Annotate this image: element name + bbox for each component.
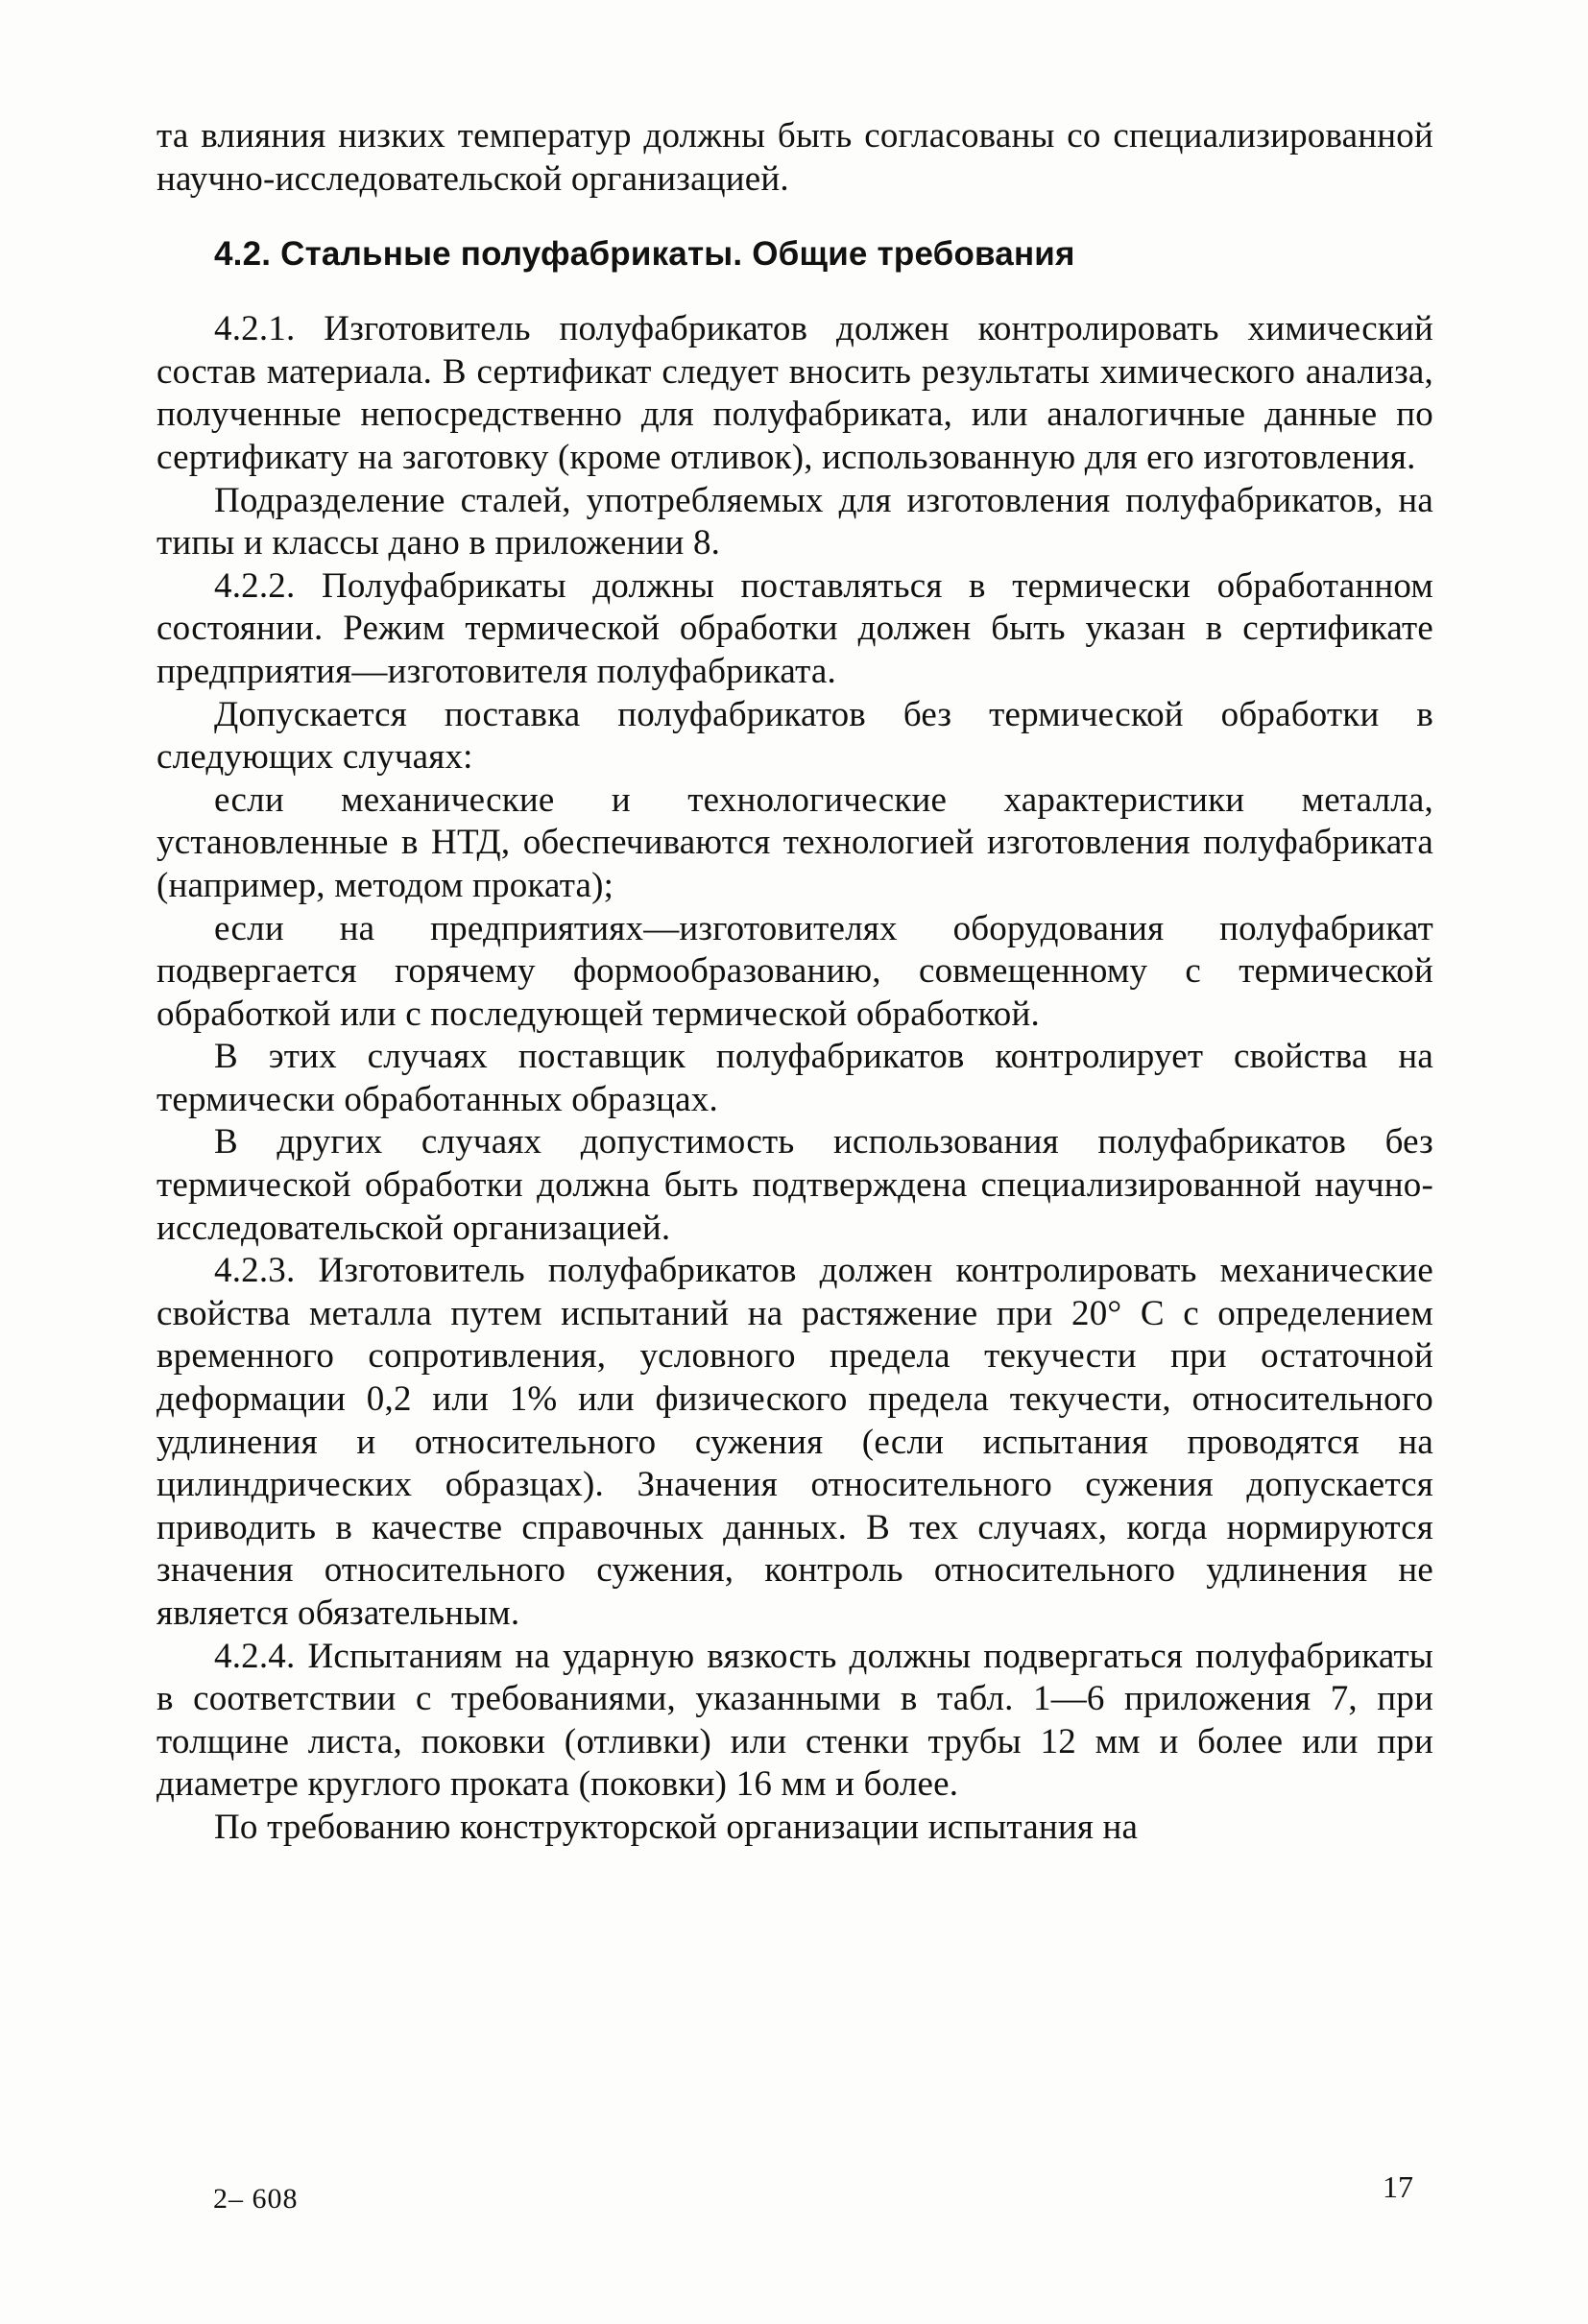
body-text xyxy=(156,115,1433,1850)
paragraph-4-2-3: 4.2.3. Изготовитель полуфабрикатов должен контролировать механические свойства металла путем испытаний на растяжение при 20° С с определением временного сопротивления, условного предела текучести при остаточной деформации 0,2 или 1% или физического предела текучести, относительного удлинения и относительного сужения (если испытания проводятся на цилиндрических образцах). Значения относительного сужения допускается приводить в качестве справочных данных. В тех случаях, когда нормируются значения относительного сужения, контроль относительного удлинения не является обязательным. xyxy=(156,1251,1433,1633)
printer-signature: 2– 608 xyxy=(213,2183,299,2215)
paragraph-designer-request: По требованию конструкторской организации испытания на xyxy=(214,1807,1139,1847)
paragraph-4-2-4: 4.2.4. Испытаниям на ударную вязкость должны подвергаться полуфабрикаты в соответствии с требованиями, указанными в табл. 1—6 приложения 7, при толщине листа, поковки (отливки) или стенки трубы 12 мм и более или при диаметре круглого проката (поковки) 16 мм и более. xyxy=(156,1636,1433,1805)
paragraph-steel-classification: Подразделение сталей, употребляемых для изготовления полуфабрикатов, на типы и классы дано в приложении 8. xyxy=(156,480,1433,563)
continuation-paragraph: та влияния низких температур должны быть согласованы со специализированной научно-исследовательской организацией. xyxy=(156,116,1433,199)
paragraph-4-2-1: 4.2.1. Изготовитель полуфабрикатов должен контролировать химический состав материала. В сертификат следует вносить результаты химического анализа, полученные непосредственно для полуфабриката, или аналогичные данные по сертификату на заготовку (кроме отливок), использованную для его изготовления. xyxy=(156,309,1433,477)
paragraph-case-rolling: если механические и технологические характеристики металла, установленные в НТД, обеспечиваются технологией изготовления полуфабриката (например, методом проката); xyxy=(156,779,1433,905)
paragraph-4-2-2: 4.2.2. Полуфабрикаты должны поставляться в термически обработанном состоянии. Режим термической обработки должен быть указан в сертификате предприятия—изготовителя полуфабриката. xyxy=(156,565,1433,691)
paragraph-delivery-without-treatment: Допускается поставка полуфабрикатов без термической обработки в следующих случаях: xyxy=(156,694,1433,778)
page-number: 17 xyxy=(1383,2169,1413,2204)
paragraph-other-cases: В других случаях допустимость использования полуфабрикатов без термической обработки должна быть подтверждена специализированной научно-исследовательской организацией. xyxy=(156,1122,1433,1248)
paragraph-supplier-control: В этих случаях поставщик полуфабрикатов контролирует свойства на термически обработанных образцах. xyxy=(156,1037,1433,1119)
section-heading: 4.2. Стальные полуфабрикаты. Общие требования xyxy=(214,235,1075,274)
paragraph-case-hot-forming: если на предприятиях—изготовителях оборудования полуфабрикат подвергается горячему формообразованию, совмещенному с термической обработкой или с последующей термической обработкой. xyxy=(156,908,1433,1034)
